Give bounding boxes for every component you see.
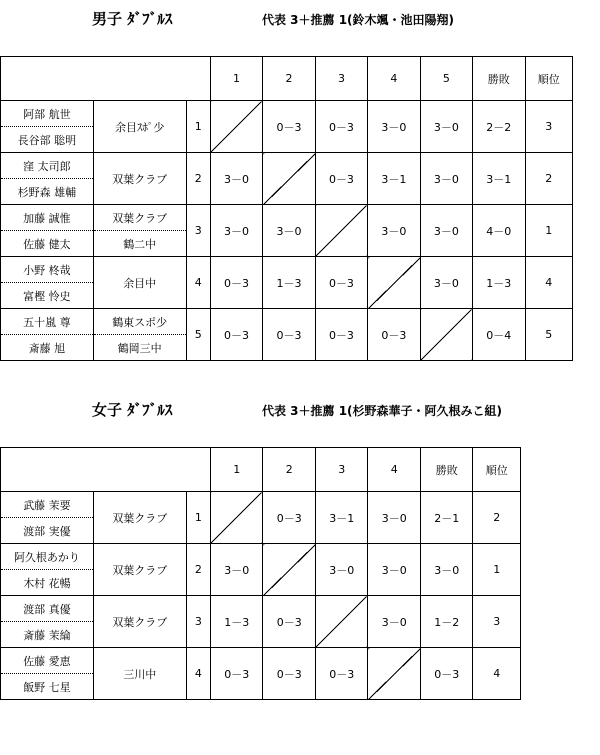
womens-note: 代表 3＋推薦 1(杉野森華子・阿久根みこ組) <box>262 404 503 418</box>
mens-table <box>0 56 573 361</box>
womens-table <box>0 447 521 700</box>
header-win-loss: 勝敗 <box>473 57 525 101</box>
header-col-1: 1 <box>210 448 263 492</box>
table-row <box>1 257 573 283</box>
win-loss: 1－3 <box>473 257 525 309</box>
entry-number: 1 <box>186 492 210 544</box>
entry-number: 3 <box>186 205 210 257</box>
match-result: 3－0 <box>368 101 420 153</box>
entry-number: 3 <box>186 596 210 648</box>
match-result: 0－3 <box>263 596 316 648</box>
player-2-name: 富樫 怜史 <box>1 283 94 309</box>
header-blank <box>1 57 211 101</box>
win-loss: 0－3 <box>420 648 473 700</box>
player-2-name: 斎藤 旭 <box>1 335 94 361</box>
player-2-name: 佐藤 健太 <box>1 231 94 257</box>
match-result: 0－3 <box>263 309 315 361</box>
match-result: 0－3 <box>263 101 315 153</box>
rank: 4 <box>525 257 572 309</box>
table-row <box>1 309 573 335</box>
win-loss: 2－1 <box>420 492 473 544</box>
win-loss: 3－0 <box>420 544 473 596</box>
table-row <box>1 544 521 570</box>
team-name: 双葉クラブ <box>93 544 186 596</box>
diagonal-cell <box>263 544 316 596</box>
player-1-name: 加藤 誠惟 <box>1 205 94 231</box>
entry-number: 4 <box>186 648 210 700</box>
team-name: 双葉クラブ <box>93 153 186 205</box>
table-row <box>1 153 573 179</box>
player-2-name: 飯野 七星 <box>1 674 94 700</box>
diagonal-cell <box>368 257 420 309</box>
match-result: 3－0 <box>210 544 263 596</box>
rank: 1 <box>525 205 572 257</box>
entry-number: 5 <box>186 309 210 361</box>
table-row <box>1 648 521 674</box>
header-col-3: 3 <box>315 57 367 101</box>
header-col-1: 1 <box>210 57 262 101</box>
rank: 2 <box>473 492 521 544</box>
match-result: 3－0 <box>263 205 315 257</box>
header-col-5: 5 <box>420 57 472 101</box>
match-result: 3－0 <box>368 596 421 648</box>
diagonal-cell <box>315 205 367 257</box>
player-1-name: 五十嵐 尊 <box>1 309 94 335</box>
header-col-2: 2 <box>263 57 315 101</box>
header-col-4: 4 <box>368 448 421 492</box>
team-name: 鶴東スポ少 <box>93 309 186 335</box>
player-2-name: 渡部 実優 <box>1 518 94 544</box>
match-result: 0－3 <box>210 648 263 700</box>
match-result: 3－0 <box>420 101 472 153</box>
diagonal-cell <box>210 101 262 153</box>
win-loss: 0－4 <box>473 309 525 361</box>
header-win-loss: 勝敗 <box>420 448 473 492</box>
match-result: 3－0 <box>368 205 420 257</box>
rank: 3 <box>473 596 521 648</box>
match-result: 1－3 <box>263 257 315 309</box>
diagonal-cell <box>210 492 263 544</box>
team-name: 余目中 <box>93 257 186 309</box>
header-col-2: 2 <box>263 448 316 492</box>
match-result: 3－0 <box>368 544 421 596</box>
table-row <box>1 492 521 518</box>
header-blank <box>1 448 211 492</box>
entry-number: 2 <box>186 153 210 205</box>
match-result: 0－3 <box>263 648 316 700</box>
player-1-name: 渡部 真優 <box>1 596 94 622</box>
player-2-name: 木村 花暢 <box>1 570 94 596</box>
table-row <box>1 205 573 231</box>
match-result: 3－0 <box>420 257 472 309</box>
mens-note: 代表 3＋推薦 1(鈴木颯・池田陽翔) <box>262 13 455 27</box>
player-1-name: 窪 太司郎 <box>1 153 94 179</box>
header-col-3: 3 <box>315 448 368 492</box>
entry-number: 4 <box>186 257 210 309</box>
match-result: 3－0 <box>210 153 262 205</box>
player-1-name: 佐藤 愛恵 <box>1 648 94 674</box>
womens-header-row <box>1 448 521 492</box>
win-loss: 3－1 <box>473 153 525 205</box>
match-result: 3－0 <box>420 205 472 257</box>
team-name-2: 鶴二中 <box>93 231 186 257</box>
player-1-name: 阿部 航世 <box>1 101 94 127</box>
header-col-4: 4 <box>368 57 420 101</box>
match-result: 0－3 <box>368 309 420 361</box>
diagonal-cell <box>263 153 315 205</box>
match-result: 0－3 <box>315 257 367 309</box>
team-name: 余目ｽﾎﾟ少 <box>93 101 186 153</box>
match-result: 0－3 <box>315 648 368 700</box>
match-result: 3－0 <box>210 205 262 257</box>
win-loss: 1－2 <box>420 596 473 648</box>
table-row <box>1 596 521 622</box>
header-rank: 順位 <box>473 448 521 492</box>
match-result: 3－1 <box>315 492 368 544</box>
rank: 2 <box>525 153 572 205</box>
win-loss: 2－2 <box>473 101 525 153</box>
mens-header-row <box>1 57 573 101</box>
diagonal-cell <box>368 648 421 700</box>
match-result: 3－0 <box>368 492 421 544</box>
match-result: 3－0 <box>420 153 472 205</box>
womens-title: 女子 ﾀﾞﾌﾞﾙｽ <box>92 401 173 419</box>
player-2-name: 杉野森 雄輔 <box>1 179 94 205</box>
match-result: 3－0 <box>315 544 368 596</box>
player-2-name: 長谷部 聡明 <box>1 127 94 153</box>
team-name: 双葉クラブ <box>93 205 186 231</box>
rank: 4 <box>473 648 521 700</box>
mens-title: 男子 ﾀﾞﾌﾞﾙｽ <box>92 10 173 28</box>
win-loss: 4－0 <box>473 205 525 257</box>
diagonal-cell <box>420 309 472 361</box>
match-result: 0－3 <box>315 153 367 205</box>
team-name: 双葉クラブ <box>93 492 186 544</box>
player-1-name: 武藤 茉要 <box>1 492 94 518</box>
match-result: 1－3 <box>210 596 263 648</box>
match-result: 0－3 <box>263 492 316 544</box>
rank: 5 <box>525 309 572 361</box>
match-result: 0－3 <box>210 309 262 361</box>
match-result: 0－3 <box>315 309 367 361</box>
table-row <box>1 101 573 127</box>
entry-number: 1 <box>186 101 210 153</box>
player-1-name: 小野 柊哉 <box>1 257 94 283</box>
player-1-name: 阿久根あかり <box>1 544 94 570</box>
team-name-2: 鶴岡三中 <box>93 335 186 361</box>
team-name: 双葉クラブ <box>93 596 186 648</box>
team-name: 三川中 <box>93 648 186 700</box>
rank: 3 <box>525 101 572 153</box>
match-result: 0－3 <box>210 257 262 309</box>
match-result: 3－1 <box>368 153 420 205</box>
player-2-name: 斎藤 茉綸 <box>1 622 94 648</box>
rank: 1 <box>473 544 521 596</box>
diagonal-cell <box>315 596 368 648</box>
match-result: 0－3 <box>315 101 367 153</box>
entry-number: 2 <box>186 544 210 596</box>
header-rank: 順位 <box>525 57 572 101</box>
